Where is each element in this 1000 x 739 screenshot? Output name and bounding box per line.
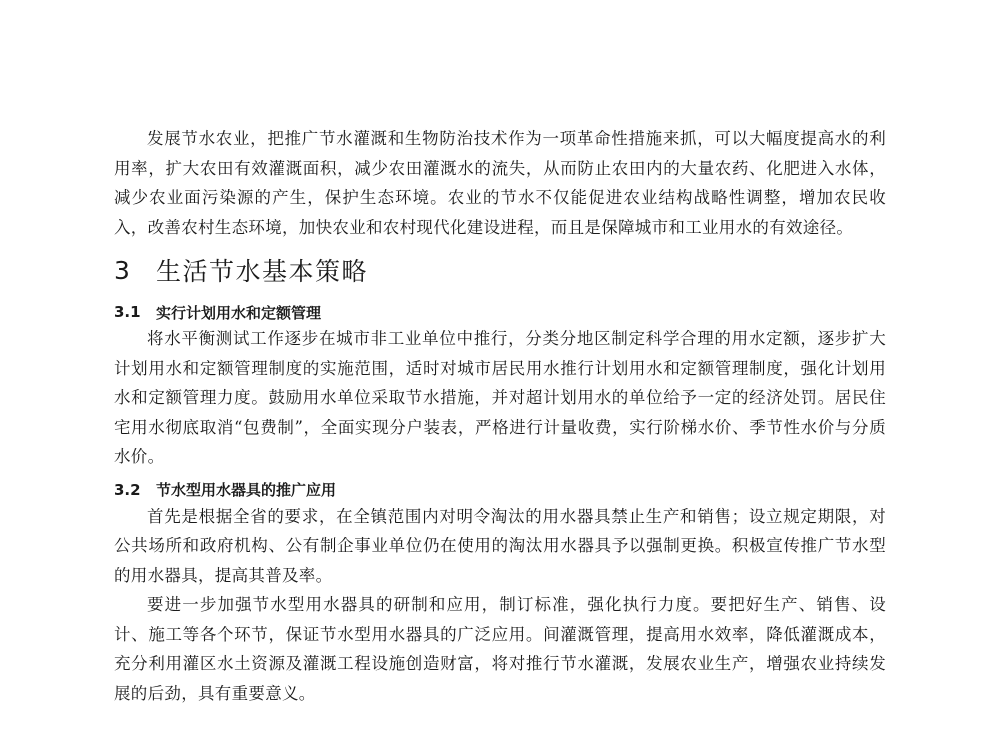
section-3-2-paragraph-1: 首先是根据全省的要求，在全镇范围内对明令淘汰的用水器具禁止生产和销售；设立规定期限，对公共场所和政府机构、公有制企事业单位仍在使用的淘汰用水器具予以强制更换。积极宣传推广节水型的用水器具，提高其普及率。 <box>114 506 886 585</box>
section-3-2-title: 节水型用水器具的推广应用 <box>156 481 337 499</box>
intro-paragraph: 发展节水农业，把推广节水灌溉和生物防治技术作为一项革命性措施来抓，可以大幅度提高水的利用率，扩大农田有效灌溉面积，减少农田灌溉水的流失，从而防止农田内的大量农药、化肥进入水体，减少农业面污染源的产生，保护生态环境。农业的节水不仅能促进农业结构战略性调整，增加农民收入，改善农村生态环境，加快农业和农村现代化建设进程，而且是保障城市和工业用水的有效途径。 <box>114 129 886 237</box>
section-3-title: 生活节水基本策略 <box>156 257 369 286</box>
section-3-2-heading <box>114 478 886 502</box>
section-3-number: 3 <box>114 255 132 285</box>
section-3-1-heading <box>114 300 886 324</box>
page-crop-edge <box>0 726 1000 739</box>
section-3-1-title: 实行计划用水和定额管理 <box>156 303 322 322</box>
section-3-2-paragraph-2: 要进一步加强节水型用水器具的研制和应用，制订标准，强化执行力度。要把好生产、销售、设计、施工等各个环节，保证节水型用水器具的广泛应用。间灌溉管理，提高用水效率，降低灌溉成本，充分利用灌区水土资源及灌溉工程设施创造财富，将对推行节水灌溉，发展农业生产，增强农业持续发展的后劲，具有重要意义。 <box>114 595 886 703</box>
section-3-heading <box>114 246 886 294</box>
section-3-1-paragraph: 将水平衡测试工作逐步在城市非工业单位中推行，分类分地区制定科学合理的用水定额，逐步扩大计划用水和定额管理制度的实施范围，适时对城市居民用水推行计划用水和定额管理制度，强化计划用水和定额管理力度。鼓励用水单位采取节水措施，并对超计划用水的单位给予一定的经济处罚。居民住宅用水彻底取消“包费制”，全面实现分户装表，严格进行计量收费，实行阶梯水价、季节性水价与分质水价。 <box>114 329 886 466</box>
section-3-2-number: 3.2 <box>114 480 141 499</box>
section-3-1-number: 3.1 <box>114 303 141 321</box>
document-page <box>114 124 886 708</box>
